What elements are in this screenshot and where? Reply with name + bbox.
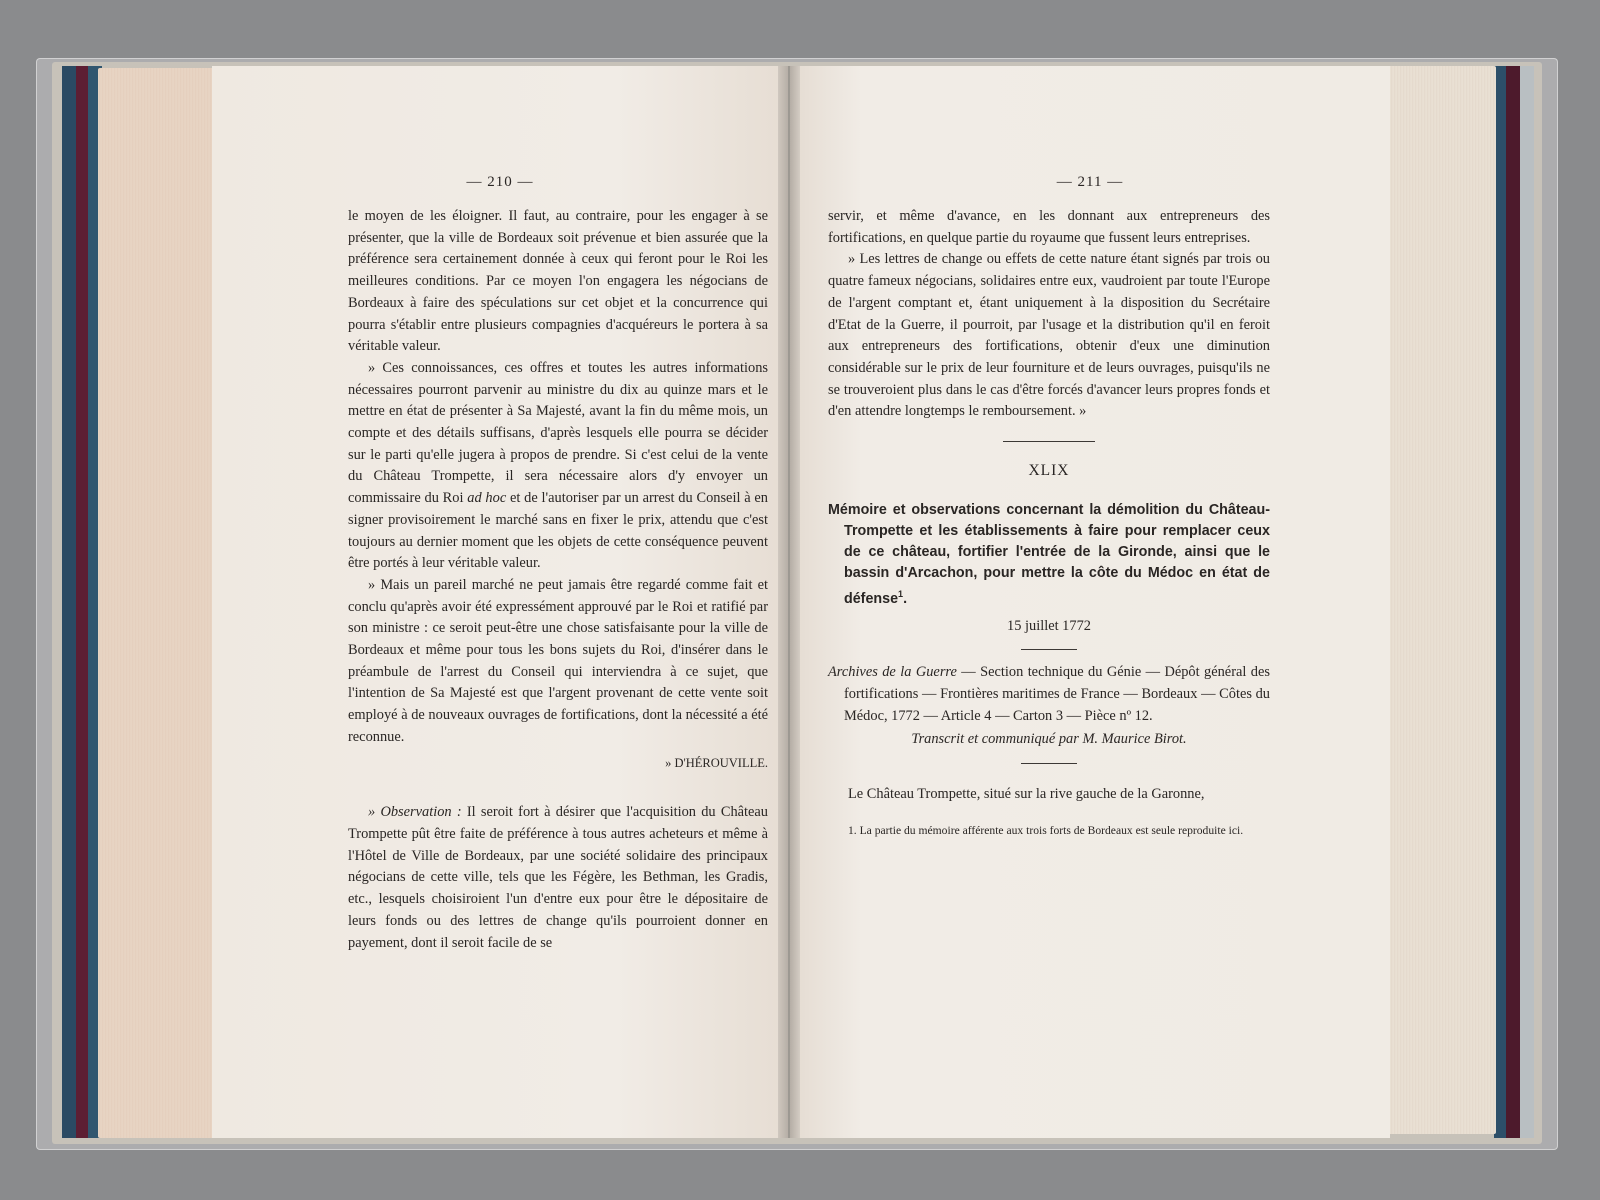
latin-term: ad hoc (467, 490, 507, 507)
paragraph: » Mais un pareil marché ne peut jamais être regardé comme fait et conclu qu'après avoir été expressément approuvé par le Roi et ratifié par son ministre : ce seroit peut-être une chose satisfaisante pour la ville de Bordeaux et même pour tous les bons sujets du Roi, d'insérer dans le préambule de l'arrest du Conseil qui interviendra à ce sujet, que l'intention de Sa Majesté est que l'argent provenant de cette vente soit employé à de nouveaux ouvrages de fortifications, dont la nécessité a été reconnue. (348, 576, 768, 745)
divider (1021, 763, 1077, 764)
observation-label: » Observation : (368, 804, 462, 821)
observation-paragraph: » Observation : Il seroit fort à désirer que l'acquisition du Château Trompette pût être faite de préférence à tous autres acheteurs et même à l'Hôtel de Ville de Bordeaux, par une société solidaire des principaux négocians de cette ville, tels que les Fégère, les Bethman, les Gradis, etc., lesquels choisiroient l'un d'entre eux pour être le dépositaire de leurs fonds ou des lettres de change qu'ils pourroient donner en payement, dont il seroit facile de se (348, 804, 769, 951)
opening-line: Le Château Trompette, situé sur la rive gauche de la Garonne, (848, 786, 1205, 803)
page-number: — 210 — (466, 174, 534, 190)
page-edges-left (98, 68, 218, 1138)
left-page (212, 66, 788, 1138)
paragraph: le moyen de les éloigner. Il faut, au contraire, pour les engager à se présenter, que la ville de Bordeaux soit prévenue et bien assurée que la préférence sera certainement donnée à ceux qui feront pour le Roi les meilleures conditions. Par ce moyen l'on engagera les négocians de Bordeaux à faire des spéculations sur cet objet et la concurrence qui pourra s'établir entre plusieurs compagnies d'acquéreurs le portera à sa véritable valeur. (348, 208, 768, 355)
divider (1021, 649, 1077, 650)
section-number: XLIX (1028, 462, 1070, 480)
book-gutter (778, 66, 800, 1138)
cover-edge-right (1494, 66, 1534, 1138)
cover-edge-left (62, 66, 102, 1138)
archive-source: Archives de la Guerre — Section technique du Génie — Dépôt général des fortifications — Frontières maritimes de France — Bordeaux — Côtes du Médoc, 1772 — Article 4 — Carton 3 — Pièce nº 12. (828, 664, 1270, 724)
document-title: Mémoire et observations concernant la démolition du Château-Trompette et les établissements à faire pour remplacer ceux de ce château, fortifier l'entrée de la Gironde, ainsi que le bassin d'Arcachon, pour mettre la côte du Médoc en état de défense$^1$. (828, 501, 1270, 607)
paragraph: » Les lettres de change ou effets de cette nature étant signés par trois ou quatre fameux négocians, solidaires entre eux, vaudroient par toute l'Europe de l'argent comptant et, étant uniquement à la disposition du Secrétaire d'Etat de la Guerre, il pourroit, par l'usage et la distribution qu'il en feroit aux entrepreneurs des fortifications, obtenir d'eux une diminution considérable sur le prix de leur fourniture et de leurs ouvrages, puisqu'ils ne se trouveroient plus dans le cas d'être forcés d'avancer leurs propres fonds et d'en attendre longtemps le remboursement. » (828, 251, 1270, 420)
page-edges-right (1378, 66, 1496, 1134)
section-divider (1003, 441, 1095, 442)
footnote-mark: 1 (898, 588, 904, 599)
paragraph: servir, et même d'avance, en les donnant aux entrepreneurs des fortifications, en quelque partie du royaume que fussent leurs entreprises. (828, 208, 1270, 246)
right-page (790, 66, 1390, 1138)
right-page-text (828, 206, 1270, 838)
footnote: 1. La partie du mémoire afférente aux trois forts de Bordeaux est seule reproduite ici. (848, 823, 1244, 837)
signature: » D'HÉROUVILLE. (665, 755, 768, 770)
transcription-credit: Transcrit et communiqué par M. Maurice Birot. (911, 731, 1187, 748)
left-page-text (348, 206, 768, 954)
document-date: 15 juillet 1772 (1007, 617, 1091, 634)
page-number: — 211 — (1056, 174, 1124, 190)
paragraph: » Ces connoissances, ces offres et toutes les autres informations nécessaires pourront parvenir au ministre du dix au quinze mars et le mettre en état de présenter à Sa Majesté, avant la fin du même mois, un compte et des détails suffisans, d'après lesquels elle pourra se décider sur le parti qu'elle jugera à propos de prendre. Si c'est celui de la vente du Château Trompette, il sera nécessaire alors d'y envoyer un commissaire du Roi ad hoc et de l'autoriser par un arrest du Conseil à en signer provisoirement le marché sans en fixer le prix, attendu que c'est toujours au dernier moment que les objets de cette conséquence peuvent être portés à leur véritable valeur. (348, 359, 768, 572)
